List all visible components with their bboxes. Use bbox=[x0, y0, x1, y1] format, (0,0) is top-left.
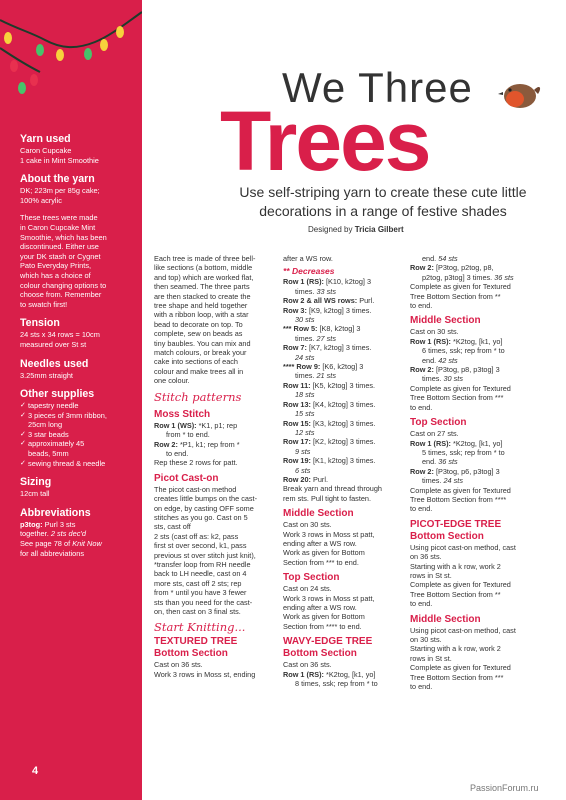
tension-line: 24 sts x 34 rows = 10cm bbox=[20, 330, 100, 340]
instruction-line: to end. bbox=[410, 682, 433, 692]
intro-line: then seamed. The three parts bbox=[154, 282, 250, 292]
pattern-row: *** Row 5: [K8, k2tog] 3 bbox=[283, 324, 361, 334]
instruction-line: Cast on 24 sts. bbox=[283, 584, 332, 594]
needles-heading: Needles used bbox=[20, 357, 89, 370]
abbreviation-line: See page 78 of Knit Now bbox=[20, 539, 102, 549]
pattern-row: 8 times, ssk; rep from * to bbox=[295, 679, 378, 689]
pattern-row: Row 1 (RS): [K10, k2tog] 3 bbox=[283, 277, 372, 287]
column-2 bbox=[283, 254, 405, 688]
start-knitting-heading: Start Knitting... bbox=[154, 620, 246, 635]
pattern-row: 12 sts bbox=[295, 427, 315, 437]
pattern-row: 15 sts bbox=[295, 409, 315, 419]
pattern-row: times. 21 sts bbox=[295, 371, 336, 381]
sizing-heading: Sizing bbox=[20, 476, 52, 489]
pattern-row: Row 2: [P3tog, p2tog, p8, bbox=[410, 263, 494, 273]
picot-line: first st over second, k1, pass bbox=[154, 541, 247, 551]
intro-line: one colour. bbox=[154, 376, 190, 386]
instruction-line: rows in St st. bbox=[410, 570, 452, 580]
yarn-used-line: Caron Cupcake bbox=[20, 146, 72, 155]
picot-line: sts, cast off bbox=[154, 522, 191, 532]
intro-line: in Caron Cupcake Mint bbox=[20, 222, 96, 232]
supply-item: ✓ sewing thread & needle bbox=[20, 459, 138, 469]
intro-line: which has a choice of bbox=[20, 270, 91, 280]
intro-line: cake into sections of each bbox=[154, 357, 238, 367]
pattern-row: Row 17: [K2, k2tog] 3 times. bbox=[283, 437, 376, 447]
pattern-row: 9 sts bbox=[295, 446, 311, 456]
sidebar-content bbox=[20, 133, 138, 558]
instruction-line: ending after a WS row. bbox=[283, 603, 357, 612]
picot-line: stitches as you go. Cast on 5 bbox=[154, 512, 248, 522]
bottom-section-heading: Bottom Section bbox=[154, 648, 228, 660]
pattern-row: 30 sts bbox=[295, 315, 315, 325]
pattern-row: times. 30 sts bbox=[422, 374, 463, 384]
robin-icon bbox=[498, 76, 542, 112]
supply-item: ✓ approximately 45 bbox=[20, 439, 138, 449]
pattern-row: 18 sts bbox=[295, 390, 315, 400]
instruction-line: Tree Bottom Section from *** bbox=[410, 672, 504, 682]
intro-line: with a ribbon loop, with a star bbox=[154, 310, 249, 320]
instruction-line: Tree Bottom Section from ** bbox=[410, 589, 501, 599]
intro-line: your DK stash or Cygnet bbox=[20, 251, 101, 261]
pattern-row: **** Row 9: [K6, k2tog] 3 bbox=[283, 362, 364, 372]
picot-line: from * until you have 3 fewer bbox=[154, 588, 247, 598]
middle-section-heading: Middle Section bbox=[410, 315, 481, 327]
intro-line: are then stacked to create the bbox=[154, 291, 251, 301]
instruction-line: Starting with a k row, work 2 bbox=[410, 561, 501, 571]
pattern-row: Row 2 & all WS rows: Purl. bbox=[283, 296, 375, 306]
pattern-row: Row 1 (WS): *K1, p1; rep bbox=[154, 420, 238, 430]
instruction-line: Work as given for Bottom bbox=[283, 548, 365, 558]
picot-edge-tree-heading: PICOT-EDGE TREE bbox=[410, 518, 502, 530]
intro-line: Pato Everyday Prints, bbox=[20, 261, 92, 271]
sizing-line: 12cm tall bbox=[20, 489, 50, 499]
instruction-line: Break yarn and thread through bbox=[283, 484, 382, 494]
instruction-line: Section from *** to end. bbox=[283, 557, 359, 567]
title-top: We Three bbox=[282, 64, 473, 111]
picot-line: *transfer loop from RH needle bbox=[154, 559, 251, 569]
needles-line: 3.25mm straight bbox=[20, 370, 73, 380]
instruction-line: Tree Bottom Section from **** bbox=[410, 494, 507, 504]
intro-line: and top) which are worked flat, bbox=[154, 272, 254, 282]
pattern-row: times. 24 sts bbox=[422, 476, 463, 486]
supply-item-cont: 25cm long bbox=[28, 420, 63, 430]
stitch-patterns-heading: Stitch patterns bbox=[154, 389, 242, 404]
column-3 bbox=[410, 254, 532, 691]
instruction-line: Using picot cast-on method, cast bbox=[410, 542, 516, 552]
picot-line: previous st over stitch just knit), bbox=[154, 550, 256, 560]
about-yarn-heading: About the yarn bbox=[20, 173, 95, 186]
pattern-row: Row 20: Purl. bbox=[283, 474, 329, 484]
instruction-line: rem sts. Pull tight to fasten. bbox=[283, 493, 372, 503]
designer-credit: Designed by Tricia Gilbert bbox=[308, 225, 404, 234]
picot-line: creates little bumps on the cast- bbox=[154, 494, 258, 504]
middle-section-heading: Middle Section bbox=[410, 613, 481, 625]
picot-line: back to LH needle, cast on 4 bbox=[154, 569, 247, 579]
pattern-row: 6 times, ssk; rep from * to bbox=[422, 346, 505, 356]
bottom-section-heading: Bottom Section bbox=[283, 648, 357, 660]
instruction-line: Cast on 30 sts. bbox=[283, 520, 332, 530]
pattern-row: from * to end. bbox=[166, 430, 210, 440]
subtitle: Use self-striping yarn to create these cute little decorations in a range of festive shades bbox=[239, 184, 527, 219]
pattern-row: p2tog, p3tog] 3 times. 36 sts bbox=[422, 272, 514, 282]
intro-line: complete, sew on beads as bbox=[154, 329, 243, 339]
abbreviation-line: for all abbreviations bbox=[20, 548, 85, 558]
decreases-heading: ** Decreases bbox=[283, 266, 335, 277]
instruction-line: to end. bbox=[410, 599, 433, 609]
intro-line: These trees were made bbox=[20, 213, 98, 223]
pattern-row: 5 times, ssk; rep from * to bbox=[422, 447, 505, 457]
about-yarn-line: 100% acrylic bbox=[20, 195, 62, 205]
abbreviation-line: p3tog: Purl 3 sts bbox=[20, 519, 76, 529]
intro-line: discontinued. Either use bbox=[20, 242, 99, 252]
supply-item: ✓ 3 star beads bbox=[20, 430, 138, 440]
abbreviations-heading: Abbreviations bbox=[20, 506, 91, 519]
pattern-row: Row 3: [K9, k2tog] 3 times. bbox=[283, 305, 372, 315]
intro-line: colour and make trees all in bbox=[154, 366, 244, 376]
sidebar bbox=[0, 0, 142, 800]
instruction-line: to end. bbox=[410, 504, 433, 514]
instruction-line: to end. bbox=[410, 301, 433, 311]
instruction-line: Cast on 36 sts. bbox=[154, 660, 203, 670]
yarn-used-line: 1 cake in Mint Smoothie bbox=[20, 155, 99, 165]
intro-line: colour changing options to bbox=[20, 280, 107, 290]
instruction-line: Complete as given for Textured bbox=[410, 663, 511, 673]
pattern-row: 6 sts bbox=[295, 465, 311, 475]
instruction-line: Work 3 rows in Moss st patt, bbox=[283, 529, 375, 539]
supply-item: ✓ 3 pieces of 3mm ribbon, bbox=[20, 411, 138, 421]
instruction-line: Work as given for Bottom bbox=[283, 612, 365, 622]
pattern-row: Row 11: [K5, k2tog] 3 times. bbox=[283, 380, 376, 390]
supply-item: ✓ tapestry needle bbox=[20, 401, 138, 411]
pattern-row: end. 36 sts bbox=[422, 457, 458, 467]
instruction-line: Section from **** to end. bbox=[283, 621, 362, 631]
intro-line: Smoothie, which has been bbox=[20, 232, 107, 242]
picot-line: on edge, by casting OFF some bbox=[154, 503, 254, 513]
instruction-line: Complete as given for Textured bbox=[410, 383, 511, 393]
yarn-used-heading: Yarn used bbox=[20, 133, 71, 145]
picot-line: The picot cast-on method bbox=[154, 484, 237, 494]
instruction-line: Cast on 30 sts. bbox=[410, 327, 459, 337]
supplies-list bbox=[20, 401, 138, 468]
instruction-line: on 30 sts. bbox=[410, 635, 442, 644]
picot-line: more sts, cast off 2 sts; rep bbox=[154, 578, 242, 588]
instruction-line: Complete as given for Textured bbox=[410, 580, 511, 590]
instruction-line: Work 3 rows in Moss st, ending bbox=[154, 669, 256, 679]
instruction-line: Complete as given for Textured bbox=[410, 485, 511, 495]
intro-line: tree shape and held together bbox=[154, 301, 248, 311]
instruction-line: ending after a WS row. bbox=[283, 538, 357, 548]
middle-section-heading: Middle Section bbox=[283, 508, 354, 520]
pattern-row: Row 2: [P3tog, p6, p3tog] 3 bbox=[410, 466, 500, 476]
about-yarn-line: DK; 223m per 85g cake; bbox=[20, 186, 100, 196]
instruction-line: Using picot cast-on method, cast bbox=[410, 625, 516, 635]
instruction-line: Starting with a k row, work 2 bbox=[410, 644, 501, 654]
pattern-row: times. 27 sts bbox=[295, 333, 336, 343]
column-1 bbox=[154, 254, 276, 679]
moss-stitch-heading: Moss Stitch bbox=[154, 408, 211, 420]
supplies-heading: Other supplies bbox=[20, 388, 95, 401]
tension-heading: Tension bbox=[20, 317, 60, 330]
textured-tree-heading: TEXTURED TREE bbox=[154, 636, 238, 648]
tension-line: measured over St st bbox=[20, 339, 87, 349]
pattern-note: Rep these 2 rows for patt. bbox=[154, 458, 238, 468]
instruction-line: Complete as given for Textured bbox=[410, 282, 511, 292]
instruction-line: to end. bbox=[410, 402, 433, 412]
instruction-line: Cast on 36 sts. bbox=[283, 660, 332, 670]
intro-line: choose from. Remember bbox=[20, 290, 102, 300]
intro-line: bead to decorate on top. To bbox=[154, 319, 243, 329]
instruction-line: Tree Bottom Section from ** bbox=[410, 291, 501, 301]
pattern-row: Row 1 (RS): *K2tog, [k1, yo] bbox=[410, 336, 503, 346]
pattern-row: Row 2: *P1, k1; rep from * bbox=[154, 439, 240, 449]
pattern-row: Row 1 (RS): *K2tog, [k1, yo] bbox=[283, 669, 376, 679]
intro-line: Each tree is made of three bell- bbox=[154, 254, 256, 263]
pattern-row: to end. bbox=[166, 448, 189, 458]
intro-line: to swatch first! bbox=[20, 299, 68, 309]
picot-line: 2 sts (cast off as: k2, pass bbox=[154, 531, 239, 541]
intro-line: match colours, or break your bbox=[154, 348, 247, 358]
instruction-line: Cast on 27 sts. bbox=[410, 429, 459, 439]
pattern-row: Row 7: [K7, k2tog] 3 times. bbox=[283, 343, 372, 353]
pattern-row: 24 sts bbox=[295, 352, 315, 362]
pattern-row: times. 33 sts bbox=[295, 286, 336, 296]
pattern-row: end. 54 sts bbox=[422, 254, 458, 263]
picot-line: sts than you need for the cast- bbox=[154, 597, 253, 607]
page-number: 4 bbox=[32, 765, 39, 777]
instruction-line: Tree Bottom Section from *** bbox=[410, 393, 504, 403]
supply-item-cont: beads, 5mm bbox=[28, 449, 69, 459]
page-title: Trees bbox=[220, 94, 430, 188]
intro-line: tiny baubles. You can mix and bbox=[154, 338, 251, 348]
pattern-row: Row 2: [P3tog, p8, p3tog] 3 bbox=[410, 365, 500, 375]
christmas-lights-icon bbox=[0, 0, 142, 110]
watermark: PassionForum.ru bbox=[470, 783, 539, 793]
pattern-row: Row 19: [K1, k2tog] 3 times. bbox=[283, 456, 376, 466]
instruction-line: after a WS row. bbox=[283, 254, 333, 263]
pattern-row: Row 13: [K4, k2tog] 3 times. bbox=[283, 399, 376, 409]
abbreviation-line: together. 2 sts dec'd bbox=[20, 529, 86, 539]
intro-line: like sections (a bottom, middle bbox=[154, 263, 253, 273]
picot-cast-on-heading: Picot Cast-on bbox=[154, 472, 219, 484]
instruction-line: on 36 sts. bbox=[410, 552, 442, 562]
instruction-line: rows in St st. bbox=[410, 653, 452, 663]
pattern-row: Row 15: [K3, k2tog] 3 times. bbox=[283, 418, 376, 428]
picot-line: on, then cast on 3 final sts. bbox=[154, 607, 241, 616]
bottom-section-heading: Bottom Section bbox=[410, 530, 484, 542]
top-section-heading: Top Section bbox=[283, 572, 340, 584]
wavy-edge-tree-heading: WAVY-EDGE TREE bbox=[283, 636, 373, 648]
pattern-row: Row 1 (RS): *K2tog, [k1, yo] bbox=[410, 438, 503, 448]
pattern-row: end. 42 sts bbox=[422, 355, 458, 365]
instruction-line: Work 3 rows in Moss st patt, bbox=[283, 593, 375, 603]
top-section-heading: Top Section bbox=[410, 417, 467, 429]
